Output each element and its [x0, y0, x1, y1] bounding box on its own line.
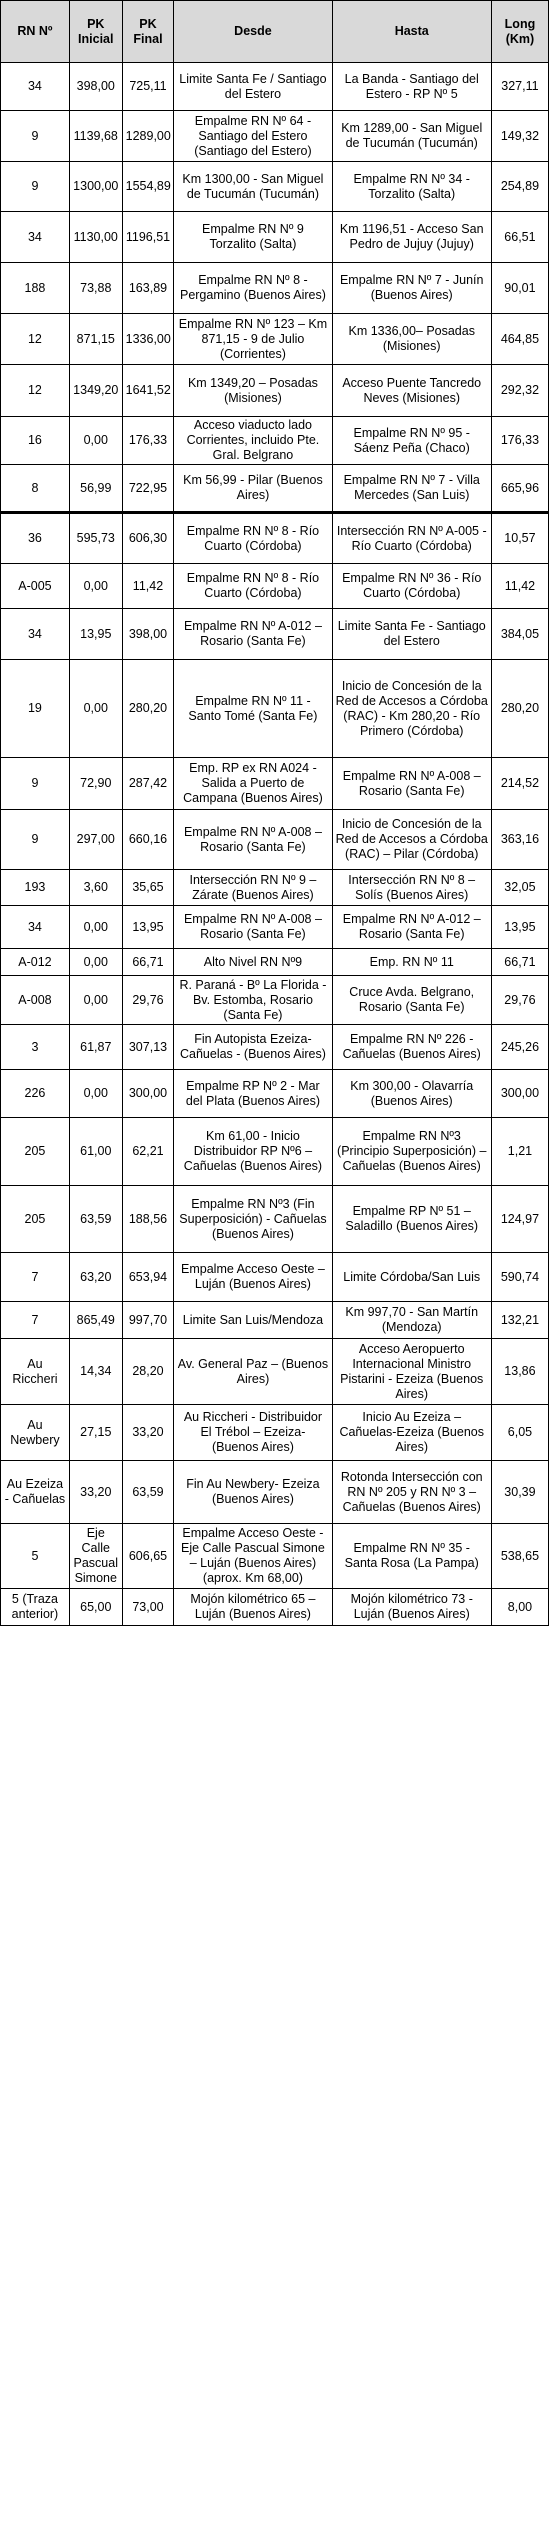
cell-desde: Empalme RN Nº A-012 – Rosario (Santa Fe) [174, 609, 332, 660]
cell-rn: 5 (Traza anterior) [1, 1589, 70, 1626]
cell-long: 32,05 [491, 870, 548, 906]
cell-pk-inicial: 14,34 [69, 1339, 122, 1405]
cell-hasta: Rotonda Intersección con RN Nº 205 y RN Nº 3 – Cañuelas (Buenos Aires) [332, 1461, 491, 1524]
table-row [1, 949, 549, 976]
cell-pk-final: 606,65 [122, 1524, 174, 1589]
header-row [1, 1, 549, 63]
cell-long: 149,32 [491, 111, 548, 162]
table-row [1, 314, 549, 365]
cell-rn: 9 [1, 162, 70, 212]
cell-desde: Emp. RP ex RN A024 - Salida a Puerto de Campana (Buenos Aires) [174, 758, 332, 810]
cell-hasta: Intersección RN Nº 8 –Solís (Buenos Aires) [332, 870, 491, 906]
cell-long: 1,21 [491, 1118, 548, 1186]
cell-pk-inicial: 0,00 [69, 949, 122, 976]
cell-long: 8,00 [491, 1589, 548, 1626]
table-row [1, 1339, 549, 1405]
cell-rn: 188 [1, 263, 70, 314]
cell-pk-final: 307,13 [122, 1025, 174, 1070]
cell-pk-inicial: 0,00 [69, 660, 122, 758]
cell-long: 66,71 [491, 949, 548, 976]
cell-desde: Mojón kilométrico 65 – Luján (Buenos Aires) [174, 1589, 332, 1626]
cell-rn: A-012 [1, 949, 70, 976]
cell-desde: Empalme RN Nº 9 Torzalito (Salta) [174, 212, 332, 263]
cell-hasta: Empalme RN Nº 95 - Sáenz Peña (Chaco) [332, 417, 491, 465]
cell-pk-inicial: Eje Calle Pascual Simone [69, 1524, 122, 1589]
cell-rn: 5 [1, 1524, 70, 1589]
cell-desde: Empalme RN Nº 11 - Santo Tomé (Santa Fe) [174, 660, 332, 758]
cell-rn: 3 [1, 1025, 70, 1070]
cell-desde: R. Paraná - Bº La Florida - Bv. Estomba, Rosario (Santa Fe) [174, 976, 332, 1025]
cell-desde: Empalme RN Nº3 (Fin Superposición) - Cañuelas (Buenos Aires) [174, 1186, 332, 1253]
table-row [1, 870, 549, 906]
cell-hasta: Empalme RN Nº 34 - Torzalito (Salta) [332, 162, 491, 212]
cell-long: 214,52 [491, 758, 548, 810]
cell-long: 90,01 [491, 263, 548, 314]
cell-pk-inicial: 0,00 [69, 1070, 122, 1118]
cell-hasta: Empalme RP Nº 51 – Saladillo (Buenos Aires) [332, 1186, 491, 1253]
table-row [1, 1524, 549, 1589]
cell-hasta: Inicio de Concesión de la Red de Accesos a Córdoba (RAC) – Pilar (Córdoba) [332, 810, 491, 870]
cell-rn: 34 [1, 609, 70, 660]
cell-pk-final: 398,00 [122, 609, 174, 660]
cell-hasta: Mojón kilométrico 73 - Luján (Buenos Aires) [332, 1589, 491, 1626]
table-row [1, 1461, 549, 1524]
table-row [1, 906, 549, 949]
cell-pk-inicial: 61,87 [69, 1025, 122, 1070]
cell-hasta: Cruce Avda. Belgrano, Rosario (Santa Fe) [332, 976, 491, 1025]
cell-hasta: Empalme RN Nº A-008 – Rosario (Santa Fe) [332, 758, 491, 810]
cell-pk-final: 1196,51 [122, 212, 174, 263]
cell-rn: 19 [1, 660, 70, 758]
cell-pk-final: 11,42 [122, 564, 174, 609]
header-hasta: Hasta [332, 1, 491, 63]
cell-desde: Km 1300,00 - San Miguel de Tucumán (Tucumán) [174, 162, 332, 212]
cell-long: 29,76 [491, 976, 548, 1025]
table-row [1, 810, 549, 870]
table-row [1, 1405, 549, 1461]
cell-hasta: La Banda - Santiago del Estero - RP Nº 5 [332, 63, 491, 111]
cell-long: 665,96 [491, 465, 548, 513]
cell-rn: 34 [1, 906, 70, 949]
cell-desde: Acceso viaducto lado Corrientes, incluido Pte. Gral. Belgrano [174, 417, 332, 465]
cell-long: 124,97 [491, 1186, 548, 1253]
cell-long: 132,21 [491, 1302, 548, 1339]
cell-pk-final: 606,30 [122, 513, 174, 564]
cell-pk-final: 1641,52 [122, 365, 174, 417]
cell-desde: Empalme RN Nº 64 - Santiago del Estero (Santiago del Estero) [174, 111, 332, 162]
cell-long: 464,85 [491, 314, 548, 365]
cell-hasta: Empalme RN Nº 7 - Villa Mercedes (San Luis) [332, 465, 491, 513]
cell-long: 176,33 [491, 417, 548, 465]
cell-pk-final: 66,71 [122, 949, 174, 976]
cell-hasta: Km 1289,00 - San Miguel de Tucumán (Tucumán) [332, 111, 491, 162]
cell-hasta: Intersección RN Nº A-005 - Río Cuarto (Córdoba) [332, 513, 491, 564]
cell-desde: Au Riccheri - Distribuidor El Trébol – Ezeiza-(Buenos Aires) [174, 1405, 332, 1461]
table-row [1, 1070, 549, 1118]
table-row [1, 465, 549, 513]
cell-hasta: Inicio de Concesión de la Red de Accesos a Córdoba (RAC) - Km 280,20 - Río Primero (Córdoba) [332, 660, 491, 758]
cell-hasta: Empalme RN Nº 7 - Junín (Buenos Aires) [332, 263, 491, 314]
cell-pk-final: 280,20 [122, 660, 174, 758]
cell-long: 363,16 [491, 810, 548, 870]
cell-pk-inicial: 1130,00 [69, 212, 122, 263]
cell-pk-final: 29,76 [122, 976, 174, 1025]
cell-long: 538,65 [491, 1524, 548, 1589]
table-row [1, 564, 549, 609]
cell-hasta: Limite Córdoba/San Luis [332, 1253, 491, 1302]
cell-hasta: Km 1336,00– Posadas (Misiones) [332, 314, 491, 365]
cell-pk-inicial: 0,00 [69, 906, 122, 949]
cell-pk-final: 660,16 [122, 810, 174, 870]
cell-pk-final: 63,59 [122, 1461, 174, 1524]
cell-long: 384,05 [491, 609, 548, 660]
cell-rn: 205 [1, 1186, 70, 1253]
table-row [1, 609, 549, 660]
cell-pk-inicial: 72,90 [69, 758, 122, 810]
cell-hasta: Acceso Puente Tancredo Neves (Misiones) [332, 365, 491, 417]
table-row [1, 263, 549, 314]
cell-rn: Au Ezeiza - Cañuelas [1, 1461, 70, 1524]
cell-rn: 193 [1, 870, 70, 906]
header-rn: RN Nº [1, 1, 70, 63]
cell-desde: Empalme RN Nº 8 - Pergamino (Buenos Aires) [174, 263, 332, 314]
cell-pk-final: 62,21 [122, 1118, 174, 1186]
cell-rn: 16 [1, 417, 70, 465]
cell-rn: 12 [1, 365, 70, 417]
cell-pk-final: 722,95 [122, 465, 174, 513]
cell-pk-final: 33,20 [122, 1405, 174, 1461]
cell-hasta: Empalme RN Nº3 (Principio Superposición) – Cañuelas (Buenos Aires) [332, 1118, 491, 1186]
cell-pk-final: 287,42 [122, 758, 174, 810]
cell-pk-inicial: 13,95 [69, 609, 122, 660]
table-row [1, 212, 549, 263]
cell-pk-final: 1336,00 [122, 314, 174, 365]
cell-pk-inicial: 63,59 [69, 1186, 122, 1253]
cell-pk-inicial: 398,00 [69, 63, 122, 111]
cell-pk-inicial: 56,99 [69, 465, 122, 513]
cell-hasta: Km 1196,51 - Acceso San Pedro de Jujuy (Jujuy) [332, 212, 491, 263]
cell-desde: Fin Autopista Ezeiza-Cañuelas - (Buenos Aires) [174, 1025, 332, 1070]
table-row [1, 1302, 549, 1339]
cell-rn: Au Riccheri [1, 1339, 70, 1405]
table-row [1, 111, 549, 162]
cell-pk-final: 176,33 [122, 417, 174, 465]
cell-pk-inicial: 27,15 [69, 1405, 122, 1461]
cell-hasta: Empalme RN Nº 36 - Río Cuarto (Córdoba) [332, 564, 491, 609]
cell-hasta: Limite Santa Fe - Santiago del Estero [332, 609, 491, 660]
cell-desde: Av. General Paz – (Buenos Aires) [174, 1339, 332, 1405]
table-row [1, 513, 549, 564]
cell-pk-final: 13,95 [122, 906, 174, 949]
cell-desde: Km 61,00 - Inicio Distribuidor RP Nº6 – Cañuelas (Buenos Aires) [174, 1118, 332, 1186]
cell-desde: Empalme Acceso Oeste – Luján (Buenos Aires) [174, 1253, 332, 1302]
table-header [1, 1, 549, 63]
cell-pk-inicial: 0,00 [69, 564, 122, 609]
cell-rn: Au Newbery [1, 1405, 70, 1461]
cell-long: 300,00 [491, 1070, 548, 1118]
cell-long: 10,57 [491, 513, 548, 564]
cell-rn: A-005 [1, 564, 70, 609]
table-row [1, 1025, 549, 1070]
cell-pk-inicial: 1139,68 [69, 111, 122, 162]
cell-long: 292,32 [491, 365, 548, 417]
cell-pk-final: 73,00 [122, 1589, 174, 1626]
cell-pk-final: 653,94 [122, 1253, 174, 1302]
cell-rn: 7 [1, 1302, 70, 1339]
cell-pk-final: 997,70 [122, 1302, 174, 1339]
cell-hasta: Empalme RN Nº 226 - Cañuelas (Buenos Aires) [332, 1025, 491, 1070]
cell-pk-inicial: 871,15 [69, 314, 122, 365]
cell-pk-final: 188,56 [122, 1186, 174, 1253]
cell-desde: Km 56,99 - Pilar (Buenos Aires) [174, 465, 332, 513]
cell-pk-final: 1289,00 [122, 111, 174, 162]
cell-long: 11,42 [491, 564, 548, 609]
cell-pk-final: 1554,89 [122, 162, 174, 212]
cell-pk-final: 725,11 [122, 63, 174, 111]
cell-desde: Alto Nivel RN Nº9 [174, 949, 332, 976]
cell-pk-final: 28,20 [122, 1339, 174, 1405]
table-body [1, 63, 549, 1626]
cell-pk-inicial: 0,00 [69, 417, 122, 465]
cell-rn: 9 [1, 111, 70, 162]
cell-desde: Limite San Luis/Mendoza [174, 1302, 332, 1339]
cell-hasta: Inicio Au Ezeiza – Cañuelas-Ezeiza (Buenos Aires) [332, 1405, 491, 1461]
cell-hasta: Empalme RN Nº 35 - Santa Rosa (La Pampa) [332, 1524, 491, 1589]
cell-rn: 34 [1, 63, 70, 111]
cell-pk-inicial: 0,00 [69, 976, 122, 1025]
cell-hasta: Km 300,00 - Olavarría (Buenos Aires) [332, 1070, 491, 1118]
cell-desde: Empalme Acceso Oeste - Eje Calle Pascual Simone – Luján (Buenos Aires) (aprox. Km 68,00) [174, 1524, 332, 1589]
header-long: Long (Km) [491, 1, 548, 63]
cell-desde: Empalme RN Nº A-008 – Rosario (Santa Fe) [174, 810, 332, 870]
cell-long: 6,05 [491, 1405, 548, 1461]
table-row [1, 758, 549, 810]
cell-pk-final: 300,00 [122, 1070, 174, 1118]
cell-rn: 7 [1, 1253, 70, 1302]
cell-hasta: Empalme RN Nº A-012 – Rosario (Santa Fe) [332, 906, 491, 949]
cell-long: 327,11 [491, 63, 548, 111]
cell-hasta: Km 997,70 - San Martín (Mendoza) [332, 1302, 491, 1339]
cell-rn: 12 [1, 314, 70, 365]
cell-rn: 36 [1, 513, 70, 564]
cell-hasta: Emp. RN Nº 11 [332, 949, 491, 976]
cell-pk-inicial: 65,00 [69, 1589, 122, 1626]
cell-pk-inicial: 865,49 [69, 1302, 122, 1339]
cell-pk-inicial: 63,20 [69, 1253, 122, 1302]
cell-rn: 226 [1, 1070, 70, 1118]
cell-pk-inicial: 73,88 [69, 263, 122, 314]
header-desde: Desde [174, 1, 332, 63]
table-row [1, 660, 549, 758]
cell-desde: Empalme RP Nº 2 - Mar del Plata (Buenos Aires) [174, 1070, 332, 1118]
table-row [1, 1253, 549, 1302]
cell-pk-inicial: 1349,20 [69, 365, 122, 417]
cell-desde: Empalme RN Nº 8 - Río Cuarto (Córdoba) [174, 513, 332, 564]
cell-long: 245,26 [491, 1025, 548, 1070]
cell-long: 30,39 [491, 1461, 548, 1524]
table-row [1, 1186, 549, 1253]
header-pk-inicial: PK Inicial [69, 1, 122, 63]
cell-long: 13,95 [491, 906, 548, 949]
cell-long: 590,74 [491, 1253, 548, 1302]
cell-rn: 8 [1, 465, 70, 513]
cell-rn: 9 [1, 810, 70, 870]
cell-pk-inicial: 595,73 [69, 513, 122, 564]
cell-desde: Fin Au Newbery- Ezeiza (Buenos Aires) [174, 1461, 332, 1524]
cell-pk-inicial: 1300,00 [69, 162, 122, 212]
cell-pk-inicial: 297,00 [69, 810, 122, 870]
cell-desde: Empalme RN Nº 123 – Km 871,15 - 9 de Julio (Corrientes) [174, 314, 332, 365]
cell-desde: Empalme RN Nº A-008 – Rosario (Santa Fe) [174, 906, 332, 949]
cell-pk-final: 35,65 [122, 870, 174, 906]
cell-desde: Km 1349,20 – Posadas (Misiones) [174, 365, 332, 417]
table-row [1, 162, 549, 212]
cell-pk-inicial: 3,60 [69, 870, 122, 906]
cell-desde: Empalme RN Nº 8 - Río Cuarto (Córdoba) [174, 564, 332, 609]
table-row [1, 365, 549, 417]
cell-pk-final: 163,89 [122, 263, 174, 314]
table-row [1, 1589, 549, 1626]
cell-long: 254,89 [491, 162, 548, 212]
cell-pk-inicial: 33,20 [69, 1461, 122, 1524]
cell-rn: 34 [1, 212, 70, 263]
cell-desde: Limite Santa Fe / Santiago del Estero [174, 63, 332, 111]
cell-desde: Intersección RN Nº 9 – Zárate (Buenos Aires) [174, 870, 332, 906]
table-row [1, 417, 549, 465]
header-pk-final: PK Final [122, 1, 174, 63]
cell-hasta: Acceso Aeropuerto Internacional Ministro Pistarini - Ezeiza (Buenos Aires) [332, 1339, 491, 1405]
table-row [1, 1118, 549, 1186]
cell-long: 280,20 [491, 660, 548, 758]
cell-rn: 205 [1, 1118, 70, 1186]
cell-rn: 9 [1, 758, 70, 810]
cell-pk-inicial: 61,00 [69, 1118, 122, 1186]
table-row [1, 976, 549, 1025]
cell-rn: A-008 [1, 976, 70, 1025]
cell-long: 13,86 [491, 1339, 548, 1405]
table-row [1, 63, 549, 111]
cell-long: 66,51 [491, 212, 548, 263]
